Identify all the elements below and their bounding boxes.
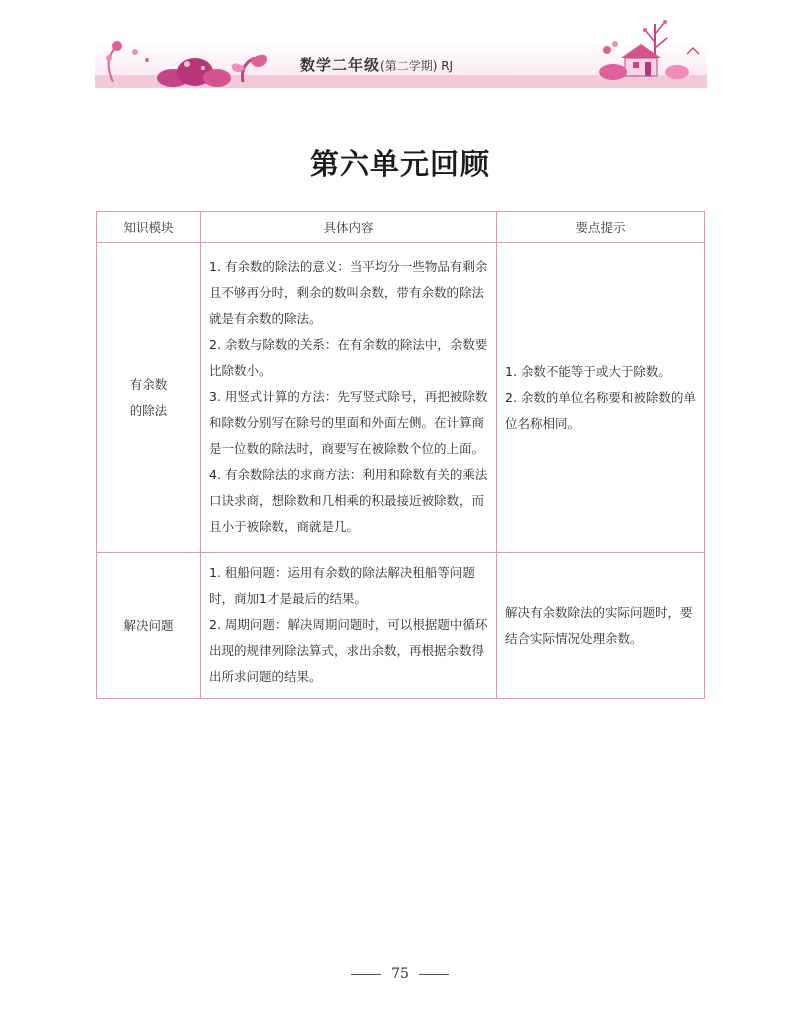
page-number [0, 966, 800, 982]
content-item: 1. 租船问题：运用有余数的除法解决租船等问题时，商加1才是最后的结果。 [209, 564, 475, 606]
decorative-house-right-icon [595, 14, 707, 88]
content-cell [201, 243, 497, 553]
table-header-row [97, 212, 705, 243]
header-subtitle: (第二学期) RJ [380, 59, 454, 73]
tip-item: 解决有余数除法的实际问题时，要结合实际情况处理余数。 [505, 604, 693, 646]
unit-review-table [96, 211, 705, 699]
tips-cell [497, 243, 705, 553]
content-item: 3. 用竖式计算的方法：先写竖式除号，再把被除数和除数分别写在除号的里面和外面左侧。在计算商是一位数的除法时，商要写在被除数个位的上面。 [209, 388, 488, 456]
content-item: 2. 余数与除数的关系：在有余数的除法中，余数要比除数小。 [209, 336, 488, 378]
module-cell [97, 553, 201, 699]
content-item: 1. 有余数的除法的意义：当平均分一些物品有剩余且不够再分时，剩余的数叫余数，带有余数的除法就是有余数的除法。 [209, 258, 488, 326]
content-cell [201, 553, 497, 699]
module-label: 有余数的除法 [129, 376, 168, 418]
tip-item: 2. 余数的单位名称要和被除数的单位名称相同。 [505, 389, 696, 431]
dash-left [351, 974, 381, 975]
table-row [97, 243, 705, 553]
header-banner [95, 14, 707, 88]
tips-cell [497, 553, 705, 699]
content-item: 4. 有余数除法的求商方法：利用和除数有关的乘法口诀求商，想除数和几相乘的积最接近被除数，而且小于被除数，商就是几。 [209, 466, 488, 534]
header-specific-content: 具体内容 [201, 212, 497, 243]
decorative-flower-left-icon [95, 34, 285, 88]
tip-item: 1. 余数不能等于或大于除数。 [505, 363, 671, 379]
header-title [300, 54, 453, 75]
table-row [97, 553, 705, 699]
content-item: 2. 周期问题：解决周期问题时，可以根据题中循环出现的规律列除法算式，求出余数，再根据余数得出所求问题的结果。 [209, 616, 488, 684]
module-label: 解决问题 [123, 617, 174, 633]
page-number-value: 75 [391, 966, 409, 982]
dash-right [419, 974, 449, 975]
module-cell [97, 243, 201, 553]
header-knowledge-module: 知识模块 [97, 212, 201, 243]
header-key-tips: 要点提示 [497, 212, 705, 243]
page-title: 第六单元回顾 [309, 147, 490, 181]
header-book-title: 数学二年级 [300, 56, 381, 74]
